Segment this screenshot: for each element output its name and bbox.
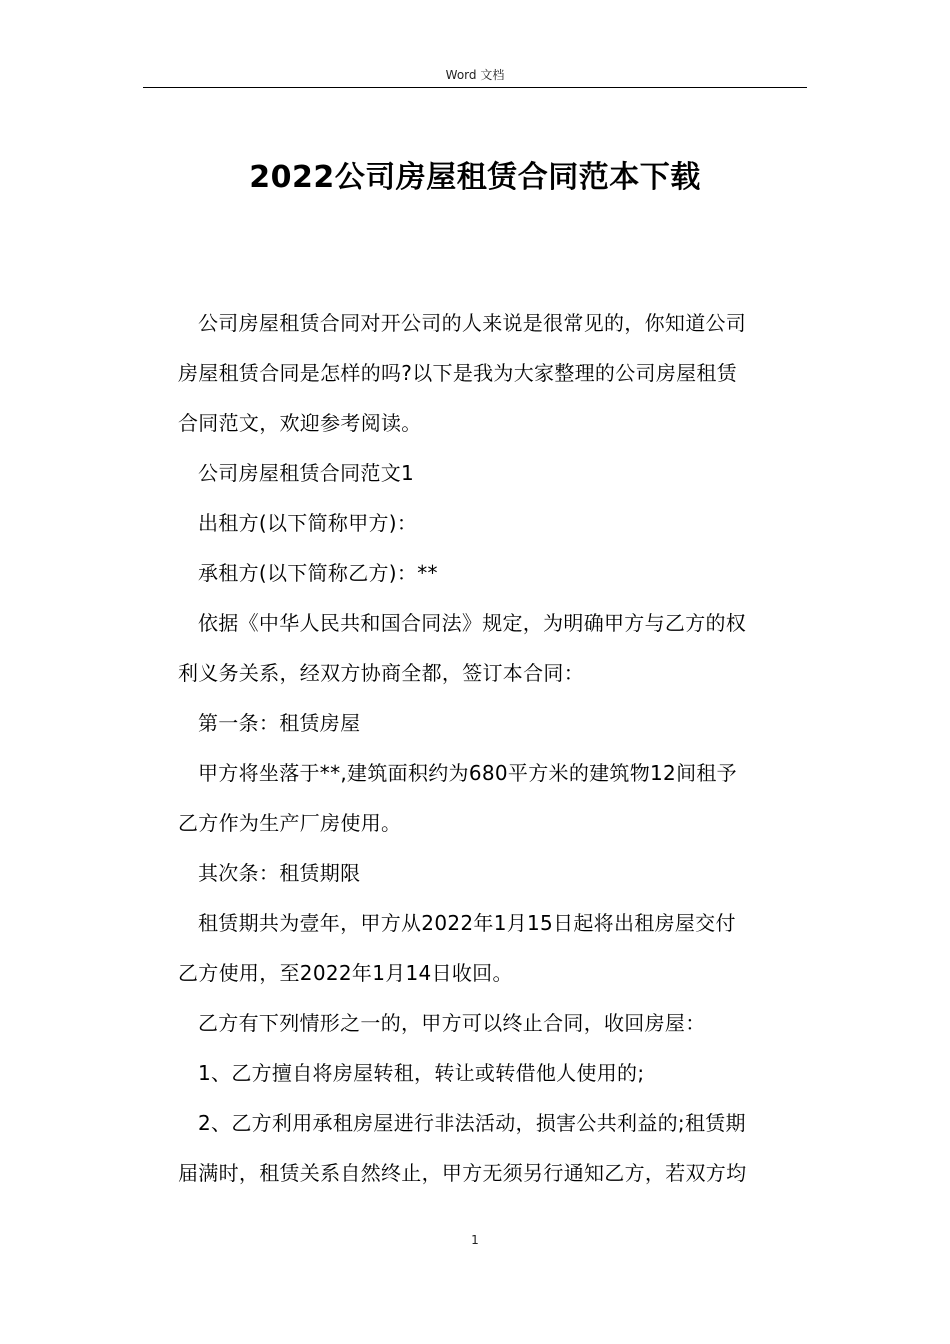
paragraph [178,498,802,548]
paragraph-line: 合同范文，欢迎参考阅读。 [178,411,422,435]
paragraph-line: 出租方(以下简称甲方)： [198,511,418,535]
paragraph-line: 届满时，租赁关系自然终止，甲方无须另行通知乙方，若双方均 [178,1161,747,1185]
paragraph [178,448,802,498]
paragraph-line: 承租方(以下简称乙方)：** [198,561,438,585]
document-body [178,298,802,1198]
paragraph [178,548,802,598]
paragraph-line: 第一条：租赁房屋 [198,711,361,735]
paragraph-line: 2、乙方利用承租房屋进行非法活动，损害公共利益的;租赁期 [198,1111,746,1135]
paragraph [178,748,802,848]
paragraph-line: 乙方作为生产厂房使用。 [178,811,402,835]
paragraph-line: 公司房屋租赁合同对开公司的人来说是很常见的，你知道公司 [198,311,747,335]
page-header: Word 文档 [445,68,505,82]
paragraph [178,848,802,898]
paragraph-line: 乙方使用，至2022年1月14日收回。 [178,961,513,985]
paragraph [178,898,802,998]
paragraph [178,598,802,698]
paragraph-line: 房屋租赁合同是怎样的吗?以下是我为大家整理的公司房屋租赁 [178,361,738,385]
paragraph-line: 其次条：租赁期限 [198,861,361,885]
paragraph [178,1098,802,1198]
paragraph [178,998,802,1048]
header-divider [143,87,807,88]
paragraph-line: 公司房屋租赁合同范文1 [198,461,415,485]
paragraph-line: 乙方有下列情形之一的，甲方可以终止合同，收回房屋： [198,1011,706,1035]
paragraph-line: 租赁期共为壹年，甲方从2022年1月15日起将出租房屋交付 [198,911,736,935]
paragraph [178,1048,802,1098]
page-number: 1 [471,1233,479,1247]
paragraph-line: 依据《中华人民共和国合同法》规定，为明确甲方与乙方的权 [198,611,747,635]
paragraph-line: 1、乙方擅自将房屋转租，转让或转借他人使用的; [198,1061,645,1085]
paragraph [178,298,802,448]
paragraph-line: 利义务关系，经双方协商全都，签订本合同： [178,661,584,685]
paragraph-line: 甲方将坐落于**,建筑面积约为680平方米的建筑物12间租予 [198,761,737,785]
paragraph [178,698,802,748]
document-title: 2022公司房屋租赁合同范本下载 [249,160,701,195]
